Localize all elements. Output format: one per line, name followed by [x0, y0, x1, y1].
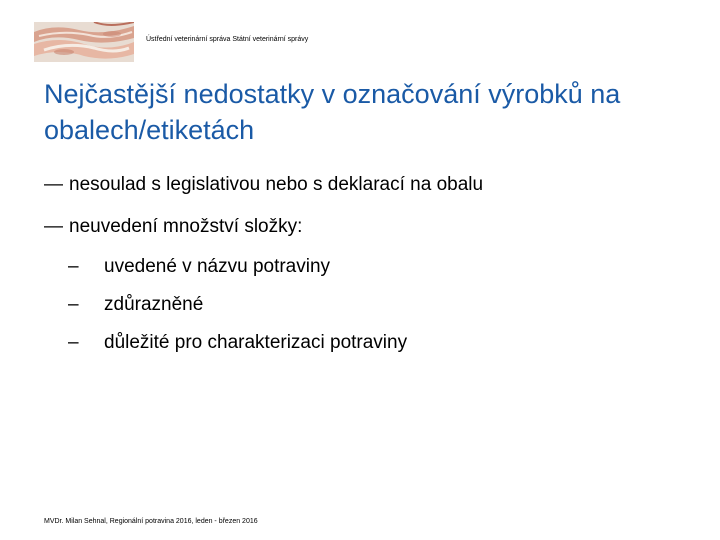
list-item [44, 214, 694, 356]
list-item [44, 172, 694, 198]
bullet-marker: — [44, 216, 63, 237]
sub-bullet-marker: – [68, 256, 79, 277]
sub-list-item [44, 330, 694, 356]
sub-bullet-text: uvedené v názvu potraviny [104, 256, 331, 277]
sub-list-item [44, 254, 694, 280]
sub-bullet-text: zdůrazněné [104, 294, 204, 315]
sub-bullet-marker: – [68, 294, 79, 315]
bullet-text: nesoulad s legislativou nebo s deklarací na obalu [69, 174, 484, 195]
sub-bullet-marker: – [68, 332, 79, 353]
page-title: Nejčastější nedostatky v označování výrobků na obalech/etiketách [44, 79, 621, 145]
sub-bullet-list [44, 254, 694, 356]
fish-fillet-photo-icon [34, 22, 134, 62]
footer-text: MVDr. Milan Sehnal, Regionální potravina 2016, leden - březen 2016 [44, 518, 258, 525]
sub-list-item [44, 292, 694, 318]
sub-bullet-text: důležité pro charakterizaci potraviny [104, 332, 408, 353]
bullet-list [44, 172, 694, 372]
bullet-marker: — [44, 174, 63, 195]
bullet-text: neuvedení množství složky: [69, 216, 303, 237]
header-text: Ústřední veterinární správa Státní veterinární správy [146, 36, 309, 43]
